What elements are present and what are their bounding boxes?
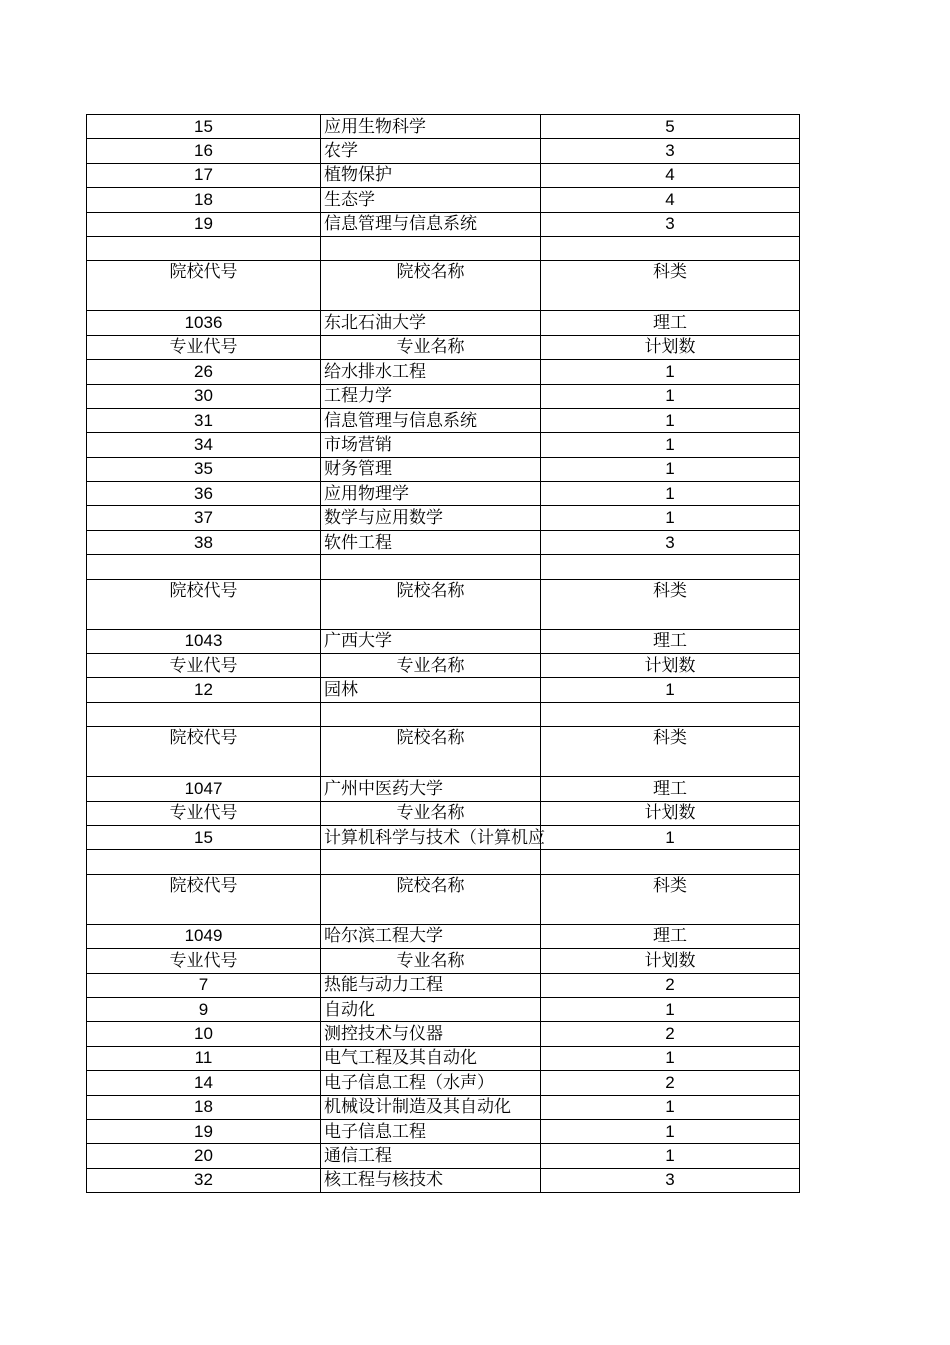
- major-name-cell: 电气工程及其自动化: [321, 1046, 541, 1070]
- major-code-cell: 18: [87, 188, 321, 212]
- table-row: [87, 384, 800, 408]
- school-name-header: 院校名称: [321, 727, 541, 777]
- major-code-cell: 11: [87, 1046, 321, 1070]
- major-code-cell: 19: [87, 1119, 321, 1143]
- school-row: [87, 777, 800, 801]
- major-code-header: 专业代号: [87, 949, 321, 973]
- school-code-header: 院校代号: [87, 874, 321, 924]
- major-code-cell: 36: [87, 482, 321, 506]
- major-code-cell: 17: [87, 163, 321, 187]
- plan-count-cell: 1: [541, 482, 800, 506]
- table-row: [87, 1168, 800, 1192]
- major-name-header: 专业名称: [321, 335, 541, 359]
- plan-count-cell: 1: [541, 1095, 800, 1119]
- plan-count-header: 计划数: [541, 335, 800, 359]
- table-row: [87, 482, 800, 506]
- table-row: [87, 1046, 800, 1070]
- category-cell: 理工: [541, 629, 800, 653]
- plan-count-cell: 3: [541, 530, 800, 554]
- school-header-row: [87, 261, 800, 311]
- plan-count-cell: 1: [541, 457, 800, 481]
- empty-cell: [87, 555, 321, 579]
- major-header-row: [87, 801, 800, 825]
- table-row: [87, 212, 800, 236]
- category-header: 科类: [541, 727, 800, 777]
- empty-cell: [321, 702, 541, 726]
- category-header: 科类: [541, 579, 800, 629]
- major-code-cell: 16: [87, 139, 321, 163]
- major-code-cell: 34: [87, 433, 321, 457]
- table-row: [87, 360, 800, 384]
- plan-count-cell: 1: [541, 1046, 800, 1070]
- major-name-cell: 给水排水工程: [321, 360, 541, 384]
- table-row: [87, 506, 800, 530]
- school-name-header: 院校名称: [321, 579, 541, 629]
- plan-count-cell: 1: [541, 997, 800, 1021]
- plan-count-cell: 2: [541, 1022, 800, 1046]
- major-name-cell: 电子信息工程: [321, 1119, 541, 1143]
- major-name-cell: 计算机科学与技术（计算机应: [321, 825, 541, 849]
- school-code-cell: 1049: [87, 924, 321, 948]
- major-name-cell: 数学与应用数学: [321, 506, 541, 530]
- major-name-cell: 应用生物科学: [321, 115, 541, 139]
- school-header-row: [87, 874, 800, 924]
- school-name-cell: 东北石油大学: [321, 311, 541, 335]
- school-code-header: 院校代号: [87, 727, 321, 777]
- table-row: [87, 997, 800, 1021]
- school-row: [87, 629, 800, 653]
- table-row: [87, 530, 800, 554]
- major-code-header: 专业代号: [87, 654, 321, 678]
- category-header: 科类: [541, 874, 800, 924]
- school-name-header: 院校名称: [321, 261, 541, 311]
- major-code-cell: 19: [87, 212, 321, 236]
- plan-count-cell: 3: [541, 212, 800, 236]
- school-header-row: [87, 579, 800, 629]
- major-name-cell: 信息管理与信息系统: [321, 408, 541, 432]
- plan-count-cell: 1: [541, 678, 800, 702]
- school-code-header: 院校代号: [87, 261, 321, 311]
- plan-count-cell: 3: [541, 139, 800, 163]
- table-row: [87, 188, 800, 212]
- empty-cell: [541, 236, 800, 260]
- major-name-cell: 通信工程: [321, 1144, 541, 1168]
- plan-count-cell: 3: [541, 1168, 800, 1192]
- major-code-header: 专业代号: [87, 335, 321, 359]
- school-code-cell: 1036: [87, 311, 321, 335]
- blank-row: [87, 236, 800, 260]
- major-name-cell: 机械设计制造及其自动化: [321, 1095, 541, 1119]
- major-code-cell: 7: [87, 973, 321, 997]
- table-row: [87, 1071, 800, 1095]
- major-code-cell: 38: [87, 530, 321, 554]
- major-code-cell: 20: [87, 1144, 321, 1168]
- blank-row: [87, 850, 800, 874]
- major-name-cell: 应用物理学: [321, 482, 541, 506]
- empty-cell: [541, 850, 800, 874]
- major-code-cell: 9: [87, 997, 321, 1021]
- major-name-cell: 财务管理: [321, 457, 541, 481]
- blank-row: [87, 702, 800, 726]
- major-header-row: [87, 654, 800, 678]
- table-row: [87, 1144, 800, 1168]
- table-row: [87, 1095, 800, 1119]
- major-header-row: [87, 335, 800, 359]
- major-name-header: 专业名称: [321, 949, 541, 973]
- table-row: [87, 115, 800, 139]
- major-code-cell: 18: [87, 1095, 321, 1119]
- major-header-row: [87, 949, 800, 973]
- blank-row: [87, 555, 800, 579]
- major-name-cell: 市场营销: [321, 433, 541, 457]
- school-code-cell: 1047: [87, 777, 321, 801]
- major-name-cell: 软件工程: [321, 530, 541, 554]
- major-name-cell: 自动化: [321, 997, 541, 1021]
- plan-count-cell: 1: [541, 433, 800, 457]
- empty-cell: [87, 702, 321, 726]
- category-header: 科类: [541, 261, 800, 311]
- empty-cell: [541, 702, 800, 726]
- school-code-header: 院校代号: [87, 579, 321, 629]
- category-cell: 理工: [541, 311, 800, 335]
- table-row: [87, 163, 800, 187]
- major-code-cell: 32: [87, 1168, 321, 1192]
- major-code-cell: 12: [87, 678, 321, 702]
- empty-cell: [541, 555, 800, 579]
- major-code-cell: 35: [87, 457, 321, 481]
- empty-cell: [87, 236, 321, 260]
- plan-count-header: 计划数: [541, 654, 800, 678]
- major-name-cell: 农学: [321, 139, 541, 163]
- plan-count-cell: 1: [541, 360, 800, 384]
- major-name-cell: 信息管理与信息系统: [321, 212, 541, 236]
- major-code-cell: 31: [87, 408, 321, 432]
- empty-cell: [321, 850, 541, 874]
- table-row: [87, 433, 800, 457]
- table-row: [87, 457, 800, 481]
- major-name-cell: 测控技术与仪器: [321, 1022, 541, 1046]
- school-name-cell: 哈尔滨工程大学: [321, 924, 541, 948]
- major-name-header: 专业名称: [321, 654, 541, 678]
- major-code-header: 专业代号: [87, 801, 321, 825]
- empty-cell: [87, 850, 321, 874]
- plan-count-header: 计划数: [541, 949, 800, 973]
- plan-count-cell: 1: [541, 825, 800, 849]
- major-code-cell: 26: [87, 360, 321, 384]
- table-row: [87, 408, 800, 432]
- major-name-cell: 植物保护: [321, 163, 541, 187]
- empty-cell: [321, 555, 541, 579]
- plan-count-cell: 4: [541, 163, 800, 187]
- major-code-cell: 15: [87, 825, 321, 849]
- major-name-cell: 生态学: [321, 188, 541, 212]
- admission-plan-table: [86, 114, 800, 1193]
- major-code-cell: 10: [87, 1022, 321, 1046]
- school-header-row: [87, 727, 800, 777]
- major-name-cell: 工程力学: [321, 384, 541, 408]
- plan-count-header: 计划数: [541, 801, 800, 825]
- plan-count-cell: 2: [541, 1071, 800, 1095]
- major-code-cell: 15: [87, 115, 321, 139]
- table-row: [87, 973, 800, 997]
- table-row: [87, 678, 800, 702]
- table-row: [87, 825, 800, 849]
- school-row: [87, 924, 800, 948]
- category-cell: 理工: [541, 924, 800, 948]
- school-row: [87, 311, 800, 335]
- plan-count-cell: 1: [541, 1144, 800, 1168]
- major-name-cell: 电子信息工程（水声）: [321, 1071, 541, 1095]
- empty-cell: [321, 236, 541, 260]
- plan-count-cell: 1: [541, 1119, 800, 1143]
- table-body: [87, 115, 800, 1193]
- plan-count-cell: 1: [541, 506, 800, 530]
- plan-count-cell: 1: [541, 408, 800, 432]
- table-row: [87, 1022, 800, 1046]
- plan-count-cell: 2: [541, 973, 800, 997]
- major-code-cell: 30: [87, 384, 321, 408]
- category-cell: 理工: [541, 777, 800, 801]
- plan-count-cell: 4: [541, 188, 800, 212]
- major-name-header: 专业名称: [321, 801, 541, 825]
- school-name-cell: 广州中医药大学: [321, 777, 541, 801]
- school-name-cell: 广西大学: [321, 629, 541, 653]
- plan-count-cell: 5: [541, 115, 800, 139]
- major-name-cell: 热能与动力工程: [321, 973, 541, 997]
- major-name-cell: 园林: [321, 678, 541, 702]
- major-code-cell: 37: [87, 506, 321, 530]
- major-name-cell: 核工程与核技术: [321, 1168, 541, 1192]
- school-name-header: 院校名称: [321, 874, 541, 924]
- table-row: [87, 1119, 800, 1143]
- plan-count-cell: 1: [541, 384, 800, 408]
- major-code-cell: 14: [87, 1071, 321, 1095]
- table-row: [87, 139, 800, 163]
- school-code-cell: 1043: [87, 629, 321, 653]
